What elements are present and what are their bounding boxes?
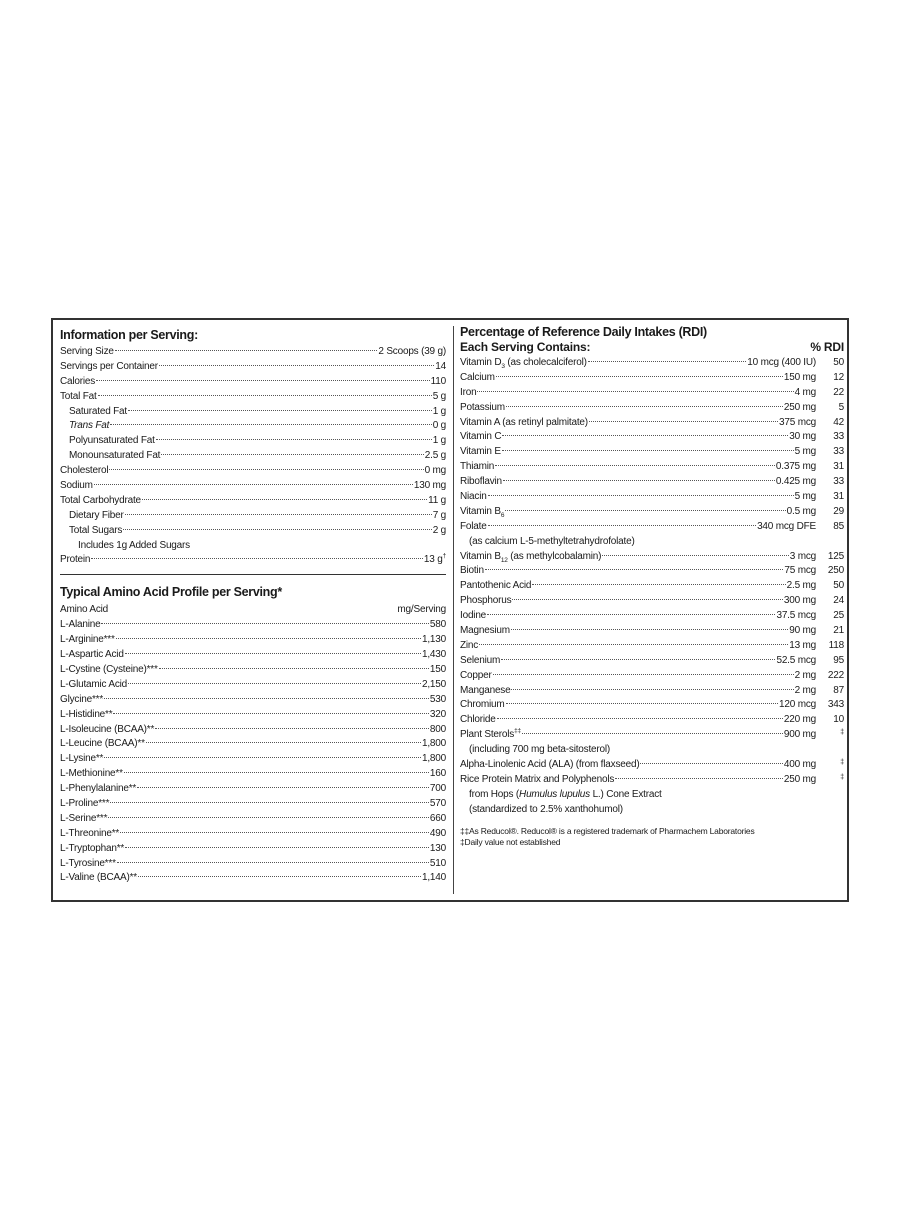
info-row bbox=[60, 345, 446, 360]
dot-leader bbox=[487, 614, 775, 615]
dot-leader bbox=[502, 435, 788, 436]
rdi-footnotes bbox=[460, 826, 844, 848]
rdi-percent: ‡ bbox=[840, 773, 844, 781]
rdi-label: Niacin bbox=[460, 491, 487, 503]
info-label: Trans Fat bbox=[69, 420, 110, 432]
info-label: Total Sugars bbox=[69, 524, 123, 536]
rdi-row bbox=[460, 639, 844, 654]
rdi-label: Potassium bbox=[460, 401, 505, 413]
dot-leader bbox=[156, 439, 432, 440]
dot-leader bbox=[511, 689, 793, 690]
rdi-label: Chloride bbox=[460, 714, 496, 726]
amino-label: L-Proline*** bbox=[60, 797, 110, 809]
dot-leader bbox=[108, 817, 429, 818]
rdi-percent: 25 bbox=[833, 610, 844, 622]
info-value: 0 mg bbox=[424, 465, 446, 477]
amino-label: L-Isoleucine (BCAA)** bbox=[60, 723, 155, 735]
amino-label: L-Methionine** bbox=[60, 768, 123, 780]
rdi-percent: 33 bbox=[833, 446, 844, 458]
amino-row bbox=[60, 663, 446, 678]
supplement-facts-panel bbox=[51, 318, 849, 902]
dot-leader bbox=[511, 629, 788, 630]
dot-leader bbox=[532, 584, 785, 585]
rdi-percent: 10 bbox=[833, 714, 844, 726]
amino-row bbox=[60, 618, 446, 633]
rdi-label: Selenium bbox=[460, 654, 501, 666]
rdi-label: Vitamin A (as retinyl palmitate) bbox=[460, 416, 588, 428]
rdi-amount: 375 mcg bbox=[779, 416, 816, 428]
amino-title: Typical Amino Acid Profile per Serving* bbox=[60, 585, 282, 600]
rdi-italic-text: Humulus lupulus bbox=[519, 788, 590, 800]
dot-leader bbox=[125, 847, 429, 848]
info-label: Includes 1g Added Sugars bbox=[78, 539, 190, 551]
amino-value: 530 bbox=[429, 693, 446, 705]
column-divider bbox=[453, 326, 454, 894]
dot-leader bbox=[125, 653, 421, 654]
rdi-row bbox=[460, 520, 844, 535]
rdi-amount: 2.5 mg bbox=[786, 580, 816, 592]
rdi-label: Iron bbox=[460, 386, 477, 398]
dot-leader bbox=[125, 514, 432, 515]
info-row bbox=[60, 375, 446, 390]
amino-table bbox=[60, 618, 446, 886]
amino-col-label: Amino Acid bbox=[60, 604, 109, 616]
amino-value: 1,430 bbox=[421, 649, 446, 661]
rdi-amount: 75 mcg bbox=[784, 565, 816, 577]
rdi-pct-header: % RDI bbox=[810, 340, 844, 354]
amino-value: 660 bbox=[429, 812, 446, 824]
rdi-amount: 10 mcg (400 IU) bbox=[747, 357, 816, 368]
rdi-row bbox=[460, 594, 844, 609]
info-value: 1 g bbox=[432, 405, 446, 417]
info-row bbox=[60, 434, 446, 449]
amino-row bbox=[60, 752, 446, 767]
dot-leader bbox=[501, 659, 775, 660]
dot-leader bbox=[116, 638, 421, 639]
info-value: 13 g† bbox=[423, 553, 446, 566]
dot-leader bbox=[506, 406, 783, 407]
dot-leader bbox=[485, 569, 784, 570]
dot-leader bbox=[602, 555, 788, 556]
rdi-amount: 3 mcg bbox=[789, 550, 816, 562]
rdi-amount: 30 mg bbox=[789, 431, 816, 443]
dot-leader bbox=[110, 802, 429, 803]
dot-leader bbox=[512, 599, 782, 600]
amino-value: 1,800 bbox=[421, 753, 446, 765]
rdi-label: Vitamin $D_3$ (as cholecalciferol) bbox=[460, 357, 587, 370]
dot-leader bbox=[503, 480, 775, 481]
amino-label: L-Serine*** bbox=[60, 812, 108, 824]
rdi-label: Alpha-Linolenic Acid (ALA) (from flaxseed) bbox=[460, 759, 640, 771]
info-row bbox=[60, 390, 446, 405]
rdi-label: Folate bbox=[460, 520, 487, 532]
dot-leader bbox=[110, 424, 431, 425]
rdi-percent: 343 bbox=[827, 699, 844, 711]
rdi-percent: 21 bbox=[833, 625, 844, 637]
amino-value: 490 bbox=[429, 827, 446, 839]
dot-leader bbox=[128, 410, 432, 411]
info-value: 2 g bbox=[432, 524, 446, 536]
amino-value: 800 bbox=[429, 723, 446, 735]
dot-leader bbox=[91, 558, 423, 559]
rdi-row bbox=[460, 430, 844, 445]
dot-leader bbox=[101, 623, 428, 624]
dot-leader bbox=[589, 421, 778, 422]
amino-label: L-Tyrosine*** bbox=[60, 857, 116, 869]
dot-leader bbox=[522, 733, 783, 734]
rdi-label: Vitamin $B_{12}$ (as methylcobalamin) bbox=[460, 550, 602, 564]
dot-leader bbox=[117, 862, 429, 863]
amino-label: L-Threonine** bbox=[60, 827, 120, 839]
divider-line bbox=[60, 574, 446, 575]
rdi-label: Rice Protein Matrix and Polyphenols bbox=[460, 773, 615, 785]
rdi-amount: 37.5 mcg bbox=[776, 610, 816, 622]
amino-row bbox=[60, 648, 446, 663]
rdi-percent: 95 bbox=[833, 654, 844, 666]
dot-leader bbox=[124, 772, 429, 773]
rdi-label: Riboflavin bbox=[460, 476, 502, 488]
amino-row bbox=[60, 633, 446, 648]
amino-row bbox=[60, 827, 446, 842]
rdi-percent: 24 bbox=[833, 595, 844, 607]
amino-label: L-Leucine (BCAA)** bbox=[60, 738, 145, 750]
rdi-amount: 13 mg bbox=[789, 639, 816, 651]
amino-label: L-Histidine** bbox=[60, 708, 113, 720]
info-row bbox=[60, 524, 446, 539]
amino-label: L-Cystine (Cysteine)*** bbox=[60, 663, 158, 675]
info-value: 5 g bbox=[432, 390, 446, 402]
rdi-row bbox=[460, 713, 844, 728]
info-row bbox=[60, 449, 446, 464]
info-label: Serving Size bbox=[60, 346, 114, 357]
rdi-label: Thiamin bbox=[460, 461, 495, 473]
rdi-percent: 50 bbox=[833, 580, 844, 592]
rdi-row bbox=[460, 654, 844, 669]
info-label: Saturated Fat bbox=[69, 405, 127, 417]
rdi-percent: 222 bbox=[827, 669, 844, 681]
rdi-amount: 5 mg bbox=[794, 491, 816, 503]
amino-col-unit: mg/Serving bbox=[397, 604, 446, 616]
info-row bbox=[60, 405, 446, 420]
info-row bbox=[60, 553, 446, 568]
info-row bbox=[60, 464, 446, 479]
dot-leader bbox=[161, 454, 423, 455]
rdi-percent: 125 bbox=[827, 550, 844, 562]
rdi-continuation: (as calcium L-5-methyltetrahydrofolate) bbox=[469, 535, 635, 547]
rdi-amount: 250 mg bbox=[783, 773, 816, 785]
rdi-row bbox=[460, 758, 844, 773]
subscript: 3 bbox=[501, 363, 505, 370]
amino-column-header bbox=[60, 603, 446, 618]
rdi-amount: 120 mcg bbox=[779, 699, 816, 711]
rdi-label: Manganese bbox=[460, 684, 511, 696]
rdi-amount: 250 mg bbox=[783, 401, 816, 413]
rdi-amount: 4 mg bbox=[794, 386, 816, 398]
rdi-amount: 300 mg bbox=[783, 595, 816, 607]
dot-leader bbox=[615, 778, 783, 779]
rdi-row bbox=[460, 728, 844, 743]
amino-label: L-Tryptophan** bbox=[60, 842, 125, 854]
dot-leader bbox=[98, 395, 432, 396]
rdi-label: Calcium bbox=[460, 371, 495, 383]
amino-value: 1,140 bbox=[421, 872, 446, 884]
dot-leader bbox=[496, 376, 783, 377]
rdi-row bbox=[460, 564, 844, 579]
amino-value: 1,800 bbox=[421, 738, 446, 750]
dot-leader bbox=[506, 703, 779, 704]
dot-leader bbox=[123, 529, 432, 530]
amino-label: L-Phenylalanine** bbox=[60, 783, 137, 795]
rdi-row bbox=[460, 505, 844, 520]
rdi-percent: 42 bbox=[833, 416, 844, 428]
rdi-amount: 2 mg bbox=[794, 669, 816, 681]
info-value: 11 g bbox=[428, 494, 446, 506]
amino-row bbox=[60, 857, 446, 872]
rdi-subtitle: Each Serving Contains: bbox=[460, 340, 591, 354]
dot-leader bbox=[138, 876, 421, 877]
amino-row bbox=[60, 812, 446, 827]
rdi-percent: 5 bbox=[838, 401, 844, 413]
rdi-row bbox=[460, 460, 844, 475]
info-row bbox=[60, 360, 446, 375]
rdi-row bbox=[460, 669, 844, 684]
amino-value: 1,130 bbox=[421, 634, 446, 646]
amino-label: Glycine*** bbox=[60, 693, 104, 705]
rdi-amount: 0.425 mg bbox=[775, 476, 816, 488]
amino-label: L-Glutamic Acid bbox=[60, 678, 128, 690]
dot-leader bbox=[497, 718, 783, 719]
rdi-row bbox=[460, 773, 844, 788]
rdi-label: Copper bbox=[460, 669, 492, 681]
dot-leader bbox=[505, 510, 785, 511]
dot-leader bbox=[477, 391, 793, 392]
rdi-row bbox=[460, 579, 844, 594]
dot-leader bbox=[94, 484, 413, 485]
amino-row bbox=[60, 678, 446, 693]
info-value: 130 mg bbox=[413, 480, 446, 492]
dot-leader bbox=[159, 365, 434, 366]
amino-row bbox=[60, 782, 446, 797]
info-label: Protein bbox=[60, 554, 91, 566]
left-column bbox=[60, 320, 446, 900]
rdi-row bbox=[460, 684, 844, 699]
info-value: 110 bbox=[430, 375, 446, 387]
info-label: Servings per Container bbox=[60, 360, 158, 372]
info-table bbox=[60, 345, 446, 568]
dot-leader bbox=[142, 499, 427, 500]
dot-leader bbox=[115, 350, 378, 351]
rdi-amount: 220 mg bbox=[783, 714, 816, 726]
rdi-amount: 90 mg bbox=[789, 625, 816, 637]
dot-leader bbox=[109, 469, 423, 470]
amino-row bbox=[60, 723, 446, 738]
rdi-row bbox=[460, 475, 844, 490]
rdi-row bbox=[460, 550, 844, 565]
dot-leader bbox=[479, 644, 788, 645]
amino-value: 700 bbox=[429, 783, 446, 795]
rdi-label: Biotin bbox=[460, 565, 484, 577]
info-label: Total Carbohydrate bbox=[60, 494, 141, 506]
rdi-label: Phosphorus bbox=[460, 595, 512, 607]
rdi-amount: 52.5 mcg bbox=[776, 654, 816, 666]
dot-leader bbox=[493, 674, 794, 675]
amino-value: 150 bbox=[429, 663, 446, 675]
info-value: 2 Scoops (39 g) bbox=[378, 346, 446, 357]
rdi-percent: ‡ bbox=[840, 729, 844, 737]
info-row bbox=[60, 509, 446, 524]
info-row bbox=[60, 419, 446, 434]
rdi-row bbox=[460, 698, 844, 713]
rdi-amount: 0.375 mg bbox=[775, 461, 816, 473]
rdi-continuation: from Hops (Humulus lupulus L.) Cone Extract bbox=[469, 788, 662, 800]
rdi-percent: 22 bbox=[833, 386, 844, 398]
dot-leader bbox=[488, 495, 794, 496]
dot-leader bbox=[640, 763, 782, 764]
footnote: ‡‡As Reducol®. Reducol® is a registered trademark of Pharmachem Laboratories bbox=[460, 825, 755, 836]
info-label: Monounsaturated Fat bbox=[69, 450, 161, 462]
amino-label: L-Aspartic Acid bbox=[60, 649, 124, 661]
info-value: 1 g bbox=[432, 435, 446, 447]
dot-leader bbox=[159, 668, 429, 669]
dot-leader bbox=[96, 380, 430, 381]
amino-value: 320 bbox=[429, 708, 446, 720]
amino-row bbox=[60, 737, 446, 752]
dot-leader bbox=[502, 450, 794, 451]
rdi-subheader bbox=[460, 340, 844, 355]
rdi-row bbox=[460, 624, 844, 639]
rdi-title: Percentage of Reference Daily Intakes (RDI) bbox=[460, 325, 707, 339]
rdi-percent: 85 bbox=[833, 520, 844, 532]
info-label: Cholesterol bbox=[60, 465, 109, 477]
rdi-percent: 31 bbox=[833, 491, 844, 503]
rdi-amount: 400 mg bbox=[783, 759, 816, 771]
rdi-percent: 87 bbox=[833, 684, 844, 696]
rdi-row bbox=[460, 445, 844, 460]
amino-row bbox=[60, 797, 446, 812]
info-value: 0 g bbox=[432, 420, 446, 432]
rdi-label: Zinc bbox=[460, 639, 479, 651]
rdi-percent: ‡ bbox=[840, 759, 844, 767]
rdi-amount: 340 mcg DFE bbox=[757, 520, 816, 532]
rdi-amount: 5 mg bbox=[794, 446, 816, 458]
rdi-label: Magnesium bbox=[460, 625, 510, 637]
info-label: Sodium bbox=[60, 480, 93, 492]
rdi-row bbox=[460, 356, 844, 371]
dot-leader bbox=[146, 742, 421, 743]
amino-value: 570 bbox=[429, 797, 446, 809]
amino-value: 510 bbox=[429, 857, 446, 869]
dot-leader bbox=[155, 728, 429, 729]
subscript: 12 bbox=[500, 556, 508, 564]
info-label: Calories bbox=[60, 375, 96, 387]
rdi-continuation: (standardized to 2.5% xanthohumol) bbox=[469, 803, 623, 815]
rdi-amount: 0.5 mg bbox=[786, 505, 816, 517]
rdi-row bbox=[460, 371, 844, 386]
rdi-percent: 33 bbox=[833, 476, 844, 488]
amino-label: L-Alanine bbox=[60, 619, 101, 631]
info-row bbox=[60, 539, 446, 554]
rdi-label: Vitamin C bbox=[460, 431, 502, 443]
rdi-percent: 250 bbox=[827, 565, 844, 577]
rdi-percent: 31 bbox=[833, 461, 844, 473]
rdi-label: Vitamin $B_6$ bbox=[460, 505, 505, 519]
dot-leader bbox=[137, 787, 429, 788]
amino-value: 2,150 bbox=[421, 678, 446, 690]
dot-leader bbox=[495, 465, 775, 466]
footnote-mark: ‡‡ bbox=[514, 727, 521, 735]
rdi-table bbox=[460, 356, 844, 818]
rdi-continuation: (including 700 mg beta-sitosterol) bbox=[469, 744, 611, 756]
amino-value: 160 bbox=[429, 768, 446, 780]
info-value: 7 g bbox=[432, 509, 446, 521]
footnote: ‡Daily value not established bbox=[460, 836, 561, 847]
dot-leader bbox=[104, 757, 421, 758]
amino-value: 130 bbox=[429, 842, 446, 854]
dot-leader bbox=[104, 698, 429, 699]
amino-row bbox=[60, 708, 446, 723]
dot-leader bbox=[120, 832, 429, 833]
rdi-percent: 118 bbox=[828, 639, 844, 651]
info-label: Dietary Fiber bbox=[69, 509, 124, 521]
info-label: Total Fat bbox=[60, 390, 97, 402]
rdi-row bbox=[460, 386, 844, 401]
rdi-row bbox=[460, 401, 844, 416]
amino-row bbox=[60, 871, 446, 886]
amino-label: L-Arginine*** bbox=[60, 634, 115, 646]
rdi-label: Pantothenic Acid bbox=[460, 580, 532, 592]
rdi-percent: 29 bbox=[833, 505, 844, 517]
info-title: Information per Serving: bbox=[60, 328, 198, 342]
rdi-amount: 900 mg bbox=[783, 729, 816, 741]
dot-leader bbox=[588, 361, 747, 362]
amino-row bbox=[60, 842, 446, 857]
rdi-label: Iodine bbox=[460, 610, 487, 622]
amino-value: 580 bbox=[429, 619, 446, 631]
rdi-amount: 2 mg bbox=[794, 684, 816, 696]
amino-row bbox=[60, 693, 446, 708]
amino-row bbox=[60, 767, 446, 782]
right-column bbox=[460, 320, 844, 900]
info-value: 2.5 g bbox=[424, 450, 446, 462]
rdi-label: Vitamin E bbox=[460, 446, 501, 458]
rdi-row bbox=[460, 609, 844, 624]
rdi-label: Chromium bbox=[460, 699, 505, 711]
info-row bbox=[60, 494, 446, 509]
info-value: 14 bbox=[435, 360, 446, 372]
dot-leader bbox=[113, 713, 428, 714]
rdi-percent: 12 bbox=[833, 371, 844, 383]
rdi-percent: 33 bbox=[833, 431, 844, 443]
rdi-row bbox=[460, 416, 844, 431]
dot-leader bbox=[128, 683, 421, 684]
info-label: Polyunsaturated Fat bbox=[69, 435, 155, 447]
info-row bbox=[60, 479, 446, 494]
rdi-label: Plant Sterols‡‡ bbox=[460, 727, 521, 741]
subscript: 6 bbox=[500, 511, 505, 519]
rdi-percent: 50 bbox=[833, 357, 844, 368]
rdi-amount: 150 mg bbox=[783, 371, 816, 383]
amino-label: L-Lysine** bbox=[60, 753, 104, 765]
amino-label: L-Valine (BCAA)** bbox=[60, 872, 138, 884]
rdi-row bbox=[460, 490, 844, 505]
dot-leader bbox=[488, 525, 756, 526]
footnote-mark: † bbox=[442, 553, 446, 561]
